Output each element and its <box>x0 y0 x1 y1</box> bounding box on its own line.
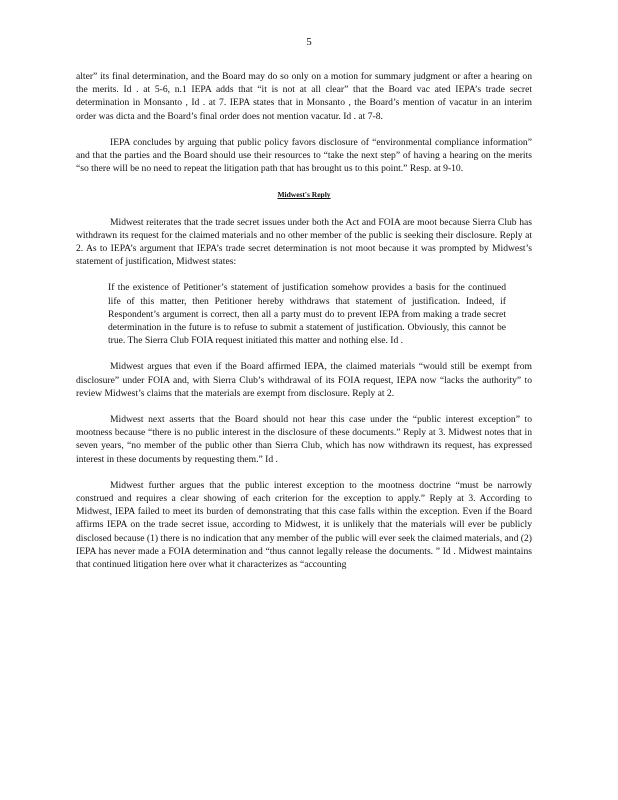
section-heading <box>76 188 532 201</box>
paragraph-midwest-asserts: Midwest next asserts that the Board should not hear this case under the “public interest exception” to mootness because “there is no public interest in the disclosure of these documents.” Reply at 3. Midwest notes that in seven years, “no member of the public other than Sierra Club, which has now withdrawn its request, has expressed interest in these documents by requesting them.” Id . <box>76 414 532 465</box>
paragraph-midwest-argues: Midwest argues that even if the Board affirmed IEPA, the claimed materials “would still be exempt from disclosure” under FOIA and, with Sierra Club’s withdrawal of its FOIA request, IEPA now “lacks the authority” to review Midwest’s claims that the materials are exempt from disclosure. Reply at 2. <box>76 361 532 399</box>
block-quote: If the existence of Petitioner’s statement of justification somehow provides a basis for the continued life of this matter, then Petitioner hereby withdraws that statement of justification. Indeed, if Respondent’s argument is correct, then all a party must do to prevent IEPA from making a trade secret determination in the future is to refuse to submit a statement of justification. Obviously, this cannot be true. The Sierra Club FOIA request initiated this matter and nothing else. Id . <box>108 282 506 347</box>
section-heading-text: Midwest's Reply <box>277 190 331 200</box>
paragraph-iepa-concludes: IEPA concludes by arguing that public policy favors disclosure of “environmental compliance information” and that the parties and the Board should use their resources to “take the next step” of having a hearing on the merits “so there will be no need to repeat the litigation path that has brought us to this point.” Resp. at 9-10. <box>76 136 532 175</box>
paragraph-midwest-further: Midwest further argues that the public interest exception to the mootness doctrine “must be narrowly construed and requires a clear showing of each criterion for the exception to apply.” Reply at 3. According to Midwest, IEPA failed to meet its burden of demonstrating that this case falls within the exception. Even if the Board affirms IEPA on the trade secret issue, according to Midwest, it is unlikely that the materials will ever be publicly disclosed because (1) there is no indication that any member of the public will ever seek the claimed materials, and (2) IEPA has never made a FOIA determination and “thus cannot legally release the documents. ” Id . Midwest maintains that continued litigation here over what it characterizes as “accounting <box>76 479 532 571</box>
paragraph-midwest-reiterates: Midwest reiterates that the trade secret issues under both the Act and FOIA are moot because Sierra Club has withdrawn its request for the claimed materials and no other member of the public is seeking their disclosure. Reply at 2. As to IEPA’s argument that IEPA’s trade secret determination is not moot because it was prompted by Midwest’s statement of justification, Midwest states: <box>76 216 532 268</box>
document-body <box>76 70 532 584</box>
paragraph-continuation: alter” its final determination, and the Board may do so only on a motion for summary judgment or after a hearing on the merits. Id . at 5-6, n.1 IEPA adds that “it is not at all clear” that the Board vac ated IEPA’s trade secret determination in Monsanto , Id . at 7. IEPA states that in Monsanto , the Board’s mention of vacatur in an interim order was dicta and the Board’s final order does not mention vacatur. Id . at 7-8. <box>76 71 532 122</box>
page-number: 5 <box>306 36 312 48</box>
